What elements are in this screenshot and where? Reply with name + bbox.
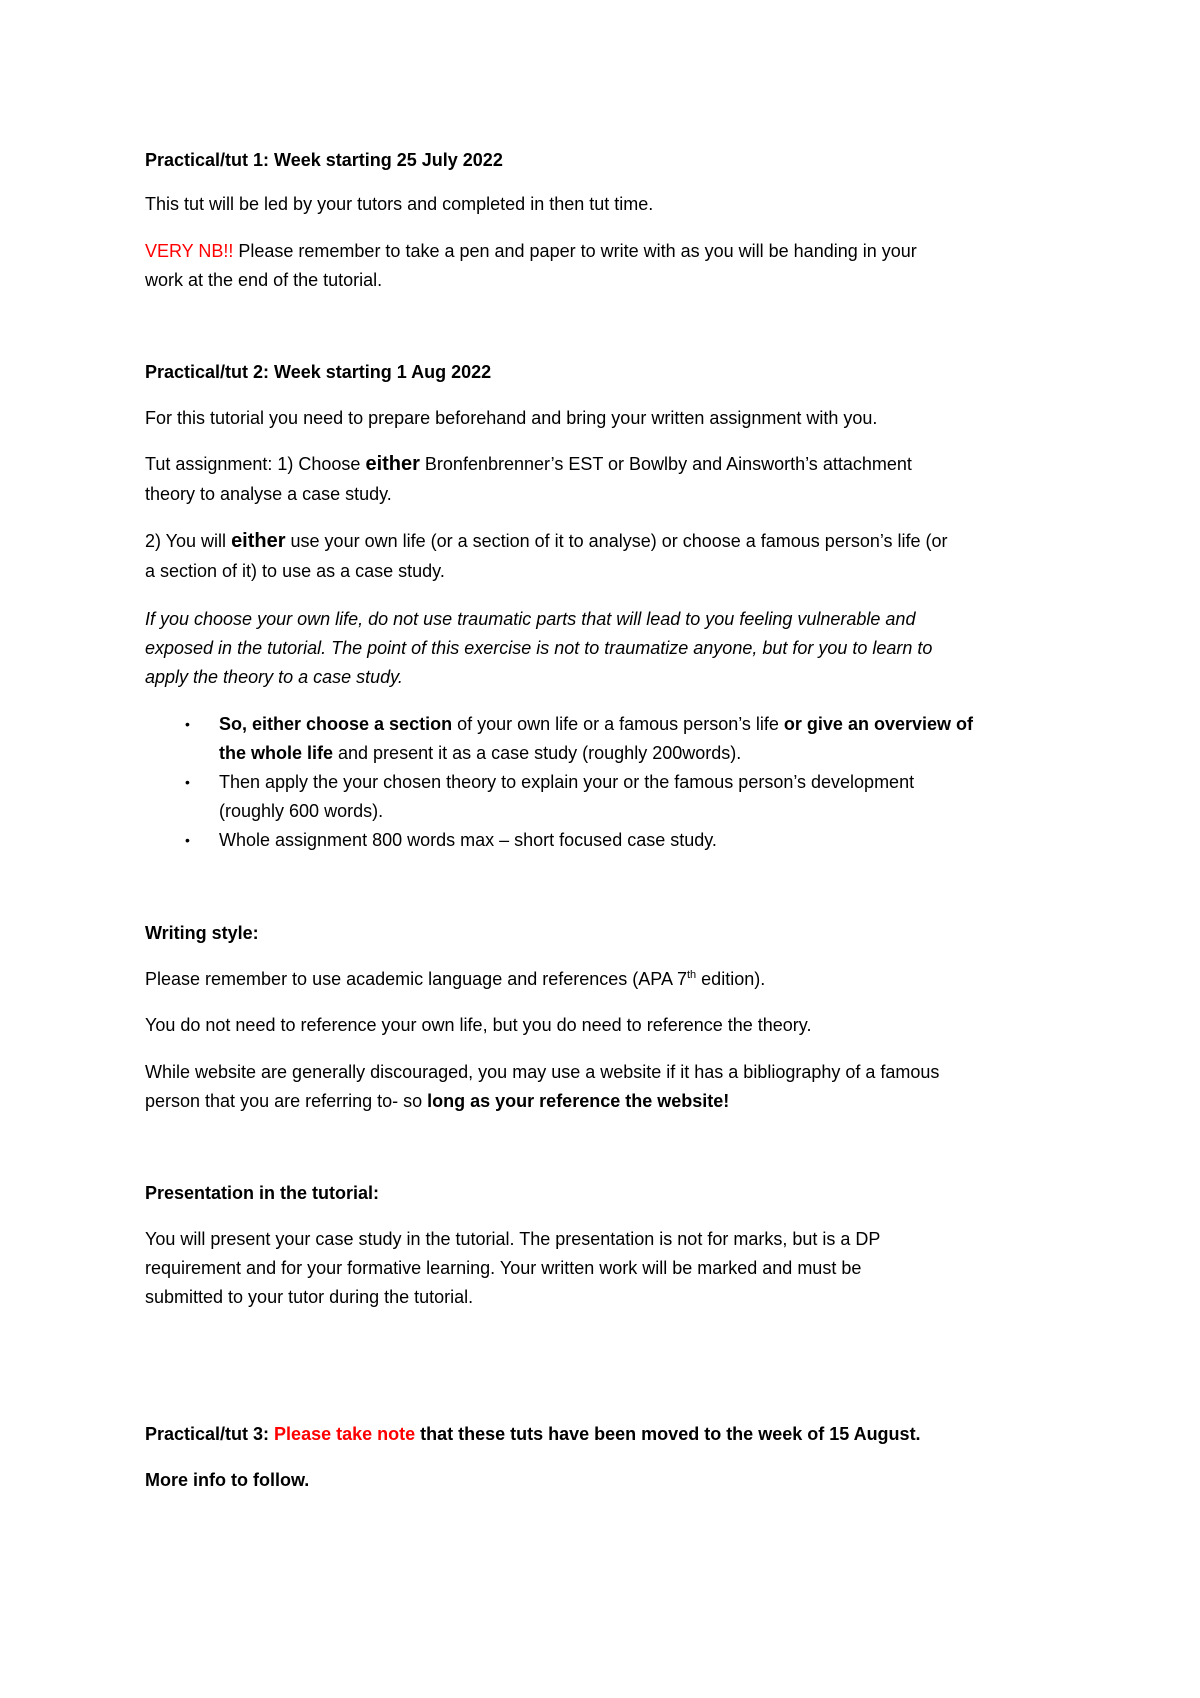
presentation-line-c: submitted to your tutor during the tutorial. bbox=[145, 1287, 474, 1307]
bullet-2-line-a: Then apply the your chosen theory to explain your or the famous person’s development bbox=[219, 772, 915, 792]
writing-p3-line-a: While website are generally discouraged, you may use a website if it has a bibliography of a famous bbox=[145, 1062, 940, 1082]
bullet-marker: • bbox=[185, 832, 190, 848]
writing-p2: You do not need to reference your own life, but you do need to reference the theory. bbox=[145, 1015, 812, 1035]
presentation-line-a: You will present your case study in the tutorial. The presentation is not for marks, but is a DP bbox=[145, 1229, 881, 1249]
tut2-italic-c: apply the theory to a case study. bbox=[145, 667, 403, 687]
tut1-nb-line-b: work at the end of the tutorial. bbox=[145, 270, 383, 290]
tut2-assign-line-a: Tut assignment: 1) Choose either Bronfenbrenner’s EST or Bowlby and Ainsworth’s attachment bbox=[145, 453, 912, 475]
tut2-line1: For this tutorial you need to prepare beforehand and bring your written assignment with you. bbox=[145, 408, 878, 428]
writing-p1: Please remember to use academic language and references (APA 7th edition). bbox=[145, 969, 766, 989]
bullet-marker: • bbox=[185, 774, 190, 790]
tut2-two-line-b: a section of it) to use as a case study. bbox=[145, 561, 445, 581]
tut3-more-info: More info to follow. bbox=[145, 1470, 310, 1490]
bullet-1-line-a: So, either choose a section of your own life or a famous person’s life or give an overview of bbox=[219, 714, 973, 734]
bullet-3: Whole assignment 800 words max – short focused case study. bbox=[219, 830, 717, 850]
bullet-1-line-b: the whole life and present it as a case study (roughly 200words). bbox=[219, 743, 742, 763]
writing-p3-line-b: person that you are referring to- so long as your reference the website! bbox=[145, 1091, 730, 1111]
very-nb-label: VERY NB!! bbox=[145, 241, 234, 261]
presentation-line-b: requirement and for your formative learning. Your written work will be marked and must be bbox=[145, 1258, 862, 1278]
tut1-heading: Practical/tut 1: Week starting 25 July 2022 bbox=[145, 150, 503, 170]
tut2-italic-b: exposed in the tutorial. The point of this exercise is not to traumatize anyone, but for you to learn to bbox=[145, 638, 933, 658]
tut2-assign-line-b: theory to analyse a case study. bbox=[145, 484, 392, 504]
tut1-line1: This tut will be led by your tutors and completed in then tut time. bbox=[145, 194, 654, 214]
tut2-two-line-a: 2) You will either use your own life (or a section of it to analyse) or choose a famous person’s life (or bbox=[145, 530, 948, 552]
tut1-nb-line-a: VERY NB!! Please remember to take a pen and paper to write with as you will be handing in your bbox=[145, 241, 917, 261]
bullet-2-line-b: (roughly 600 words). bbox=[219, 801, 384, 821]
tut2-italic-a: If you choose your own life, do not use traumatic parts that will lead to you feeling vulnerable and bbox=[145, 609, 916, 629]
please-take-note: Please take note bbox=[274, 1424, 416, 1444]
bullet-marker: • bbox=[185, 716, 190, 732]
presentation-heading: Presentation in the tutorial: bbox=[145, 1183, 380, 1203]
writing-heading: Writing style: bbox=[145, 923, 259, 943]
tut2-heading: Practical/tut 2: Week starting 1 Aug 2022 bbox=[145, 362, 492, 382]
tut3-heading: Practical/tut 3: Please take note that these tuts have been moved to the week of 15 August. bbox=[145, 1424, 921, 1444]
